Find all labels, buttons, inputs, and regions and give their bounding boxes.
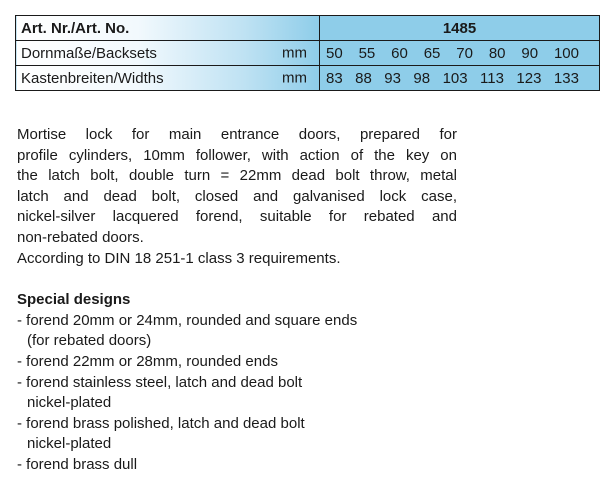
description-paragraph <box>17 125 457 269</box>
description-line: nickel-silver lacquered forend, suitable for rebated and <box>17 208 457 226</box>
backset-value: 65 <box>423 44 441 62</box>
width-value: 88 <box>355 69 372 87</box>
widths-values <box>320 70 599 87</box>
list-item-continuation: nickel-plated <box>27 394 112 412</box>
backset-value: 60 <box>391 44 408 62</box>
backset-value: 55 <box>358 44 376 62</box>
list-item: - forend brass dull <box>17 455 138 473</box>
list-item: - forend stainless steel, latch and dead bolt <box>17 373 303 391</box>
list-item: - forend brass polished, latch and dead bolt <box>17 414 305 432</box>
description-line: profile cylinders, 10mm follower, with action of the key on <box>17 146 457 164</box>
list-item: - forend 22mm or 28mm, rounded ends <box>17 352 278 370</box>
backset-value: 100 <box>553 44 579 62</box>
width-value: 133 <box>553 69 579 87</box>
width-value: 93 <box>384 69 401 87</box>
widths-unit: mm <box>282 69 307 87</box>
table-row-widths <box>16 66 600 91</box>
header-label: Art. Nr./Art. No. <box>16 16 320 41</box>
list-item-continuation: (for rebated doors) <box>27 332 152 350</box>
description-line: latch and dead bolt, closed and galvanised lock case, <box>17 187 457 205</box>
width-value: 98 <box>413 69 431 87</box>
description-line: According to DIN 18 251-1 class 3 requirements. <box>17 249 341 267</box>
list-item: - forend 20mm or 24mm, rounded and square ends <box>17 311 358 329</box>
content-block <box>17 125 457 476</box>
special-designs-title: Special designs <box>17 291 131 309</box>
list-item-continuation: nickel-plated <box>27 435 112 453</box>
backsets-label: Dornmaße/Backsets <box>21 44 157 62</box>
backsets-label-cell <box>16 41 320 66</box>
description-line: the latch bolt, double turn = 22mm dead bolt throw, metal <box>17 167 457 185</box>
backset-value: 80 <box>488 44 506 62</box>
backset-value: 90 <box>521 44 539 62</box>
backsets-unit: mm <box>282 44 307 62</box>
description-line: Mortise lock for main entrance doors, prepared for <box>17 126 457 143</box>
width-value: 103 <box>442 69 468 87</box>
backset-value: 50 <box>326 44 343 62</box>
backsets-values <box>320 45 599 62</box>
widths-label: Kastenbreiten/Widths <box>21 69 164 87</box>
table-header-row <box>16 16 600 41</box>
widths-label-cell <box>16 66 320 91</box>
table-row-backsets <box>16 41 600 66</box>
description-line: non-rebated doors. <box>17 228 144 246</box>
width-value: 123 <box>516 69 542 87</box>
widths-values-cell <box>320 66 600 91</box>
spec-table <box>15 15 600 91</box>
backsets-values-cell <box>320 41 600 66</box>
backset-value: 70 <box>456 44 473 62</box>
article-number: 1485 <box>320 16 600 41</box>
width-value: 113 <box>480 69 504 87</box>
special-designs-list <box>17 311 457 476</box>
width-value: 83 <box>326 69 343 87</box>
